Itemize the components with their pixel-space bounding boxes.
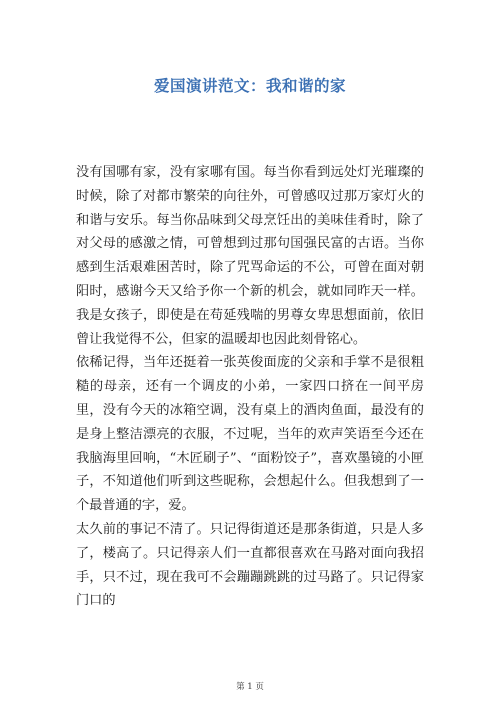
paragraph-1: 没有国哪有家，没有家哪有国。每当你看到远处灯光璀璨的时候，除了对都市繁荣的向往外，可曾感叹过那万家灯火的和谐与安乐。每当你品味到父母烹饪出的美味佳肴时，除了对父母的感激之情，可曾想到过那句国强民富的古语。当你感到生活艰难困苦时，除了咒骂命运的不公，可曾在面对朝阳时，感谢今天又给予你一个新的机会，就如同昨天一样。我是女孩子，即使是在苟延残喘的男尊女卑思想面前，依旧曾让我觉得不公，但家的温暖却也因此刻骨铭心。 bbox=[76, 165, 424, 347]
document-body bbox=[76, 161, 424, 613]
document-title: 爱国演讲范文：我和谐的家 bbox=[153, 77, 346, 95]
paragraph-3: 太久前的事记不清了。只记得街道还是那条街道，只是人多了，楼高了。只记得亲人们一直都很喜欢在马路对面向我招手，只不过，现在我可不会蹦蹦跳跳的过马路了。只记得家门口的 bbox=[76, 521, 424, 609]
paragraph-2: 依稀记得，当年还挺着一张英俊面庞的父亲和手掌不是很粗糙的母亲，还有一个调皮的小弟，一家四口挤在一间平房里，没有今天的冰箱空调，没有桌上的酒肉鱼面，最没有的是身上整洁漂亮的衣服，不过呢，当年的欢声笑语至今还在我脑海里回响，“木匠刷子”、“面粉饺子”，喜欢墨镜的小匣子，不知道他们听到这些昵称，会想起什么。但我想到了一个最普通的字，爱。 bbox=[76, 355, 424, 514]
page-number: 第 1 页 bbox=[236, 682, 264, 692]
